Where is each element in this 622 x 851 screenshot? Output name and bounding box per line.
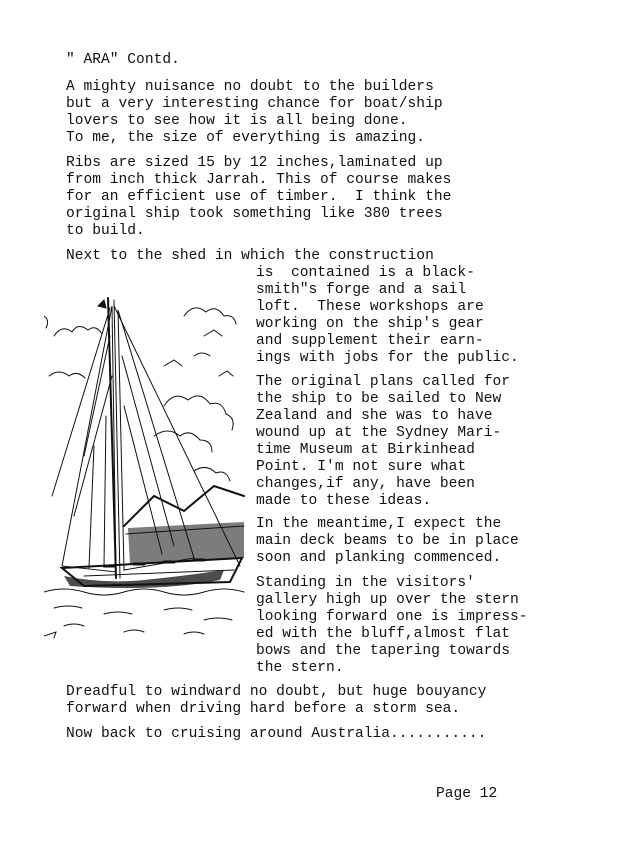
text-line: Dreadful to windward no doubt, but huge bouyancy bbox=[66, 684, 487, 700]
text-line: but a very interesting chance for boat/ship bbox=[66, 96, 443, 112]
page-number: Page 12 bbox=[436, 786, 498, 802]
text-line: lovers to see how it is all being done. bbox=[66, 113, 408, 129]
text-line: A mighty nuisance no doubt to the builders bbox=[66, 79, 434, 95]
text-line: bows and the tapering towards bbox=[256, 643, 510, 659]
paragraph-8: Now back to cruising around Australia........... bbox=[66, 726, 487, 742]
text-line: to build. bbox=[66, 223, 145, 239]
text-line: main deck beams to be in place bbox=[256, 533, 519, 549]
text-line: gallery high up over the stern bbox=[256, 592, 519, 608]
text-line: Ribs are sized 15 by 12 inches,laminated up bbox=[66, 155, 443, 171]
text-line: To me, the size of everything is amazing. bbox=[66, 130, 426, 146]
text-line: Zealand and she was to have bbox=[256, 408, 493, 424]
text-line: In the meantime,I expect the bbox=[256, 516, 502, 532]
text-line: Next to the shed in which the construction bbox=[66, 248, 434, 264]
text-line: is contained is a black- bbox=[256, 265, 475, 281]
text-line: made to these ideas. bbox=[256, 493, 432, 509]
page-header: " ARA" Contd. bbox=[66, 52, 180, 68]
text-line: and supplement their earn- bbox=[256, 333, 484, 349]
text-line: wound up at the Sydney Mari- bbox=[256, 425, 502, 441]
sailboat-illustration bbox=[44, 296, 246, 642]
text-line: working on the ship's gear bbox=[256, 316, 484, 332]
text-line: the ship to be sailed to New bbox=[256, 391, 502, 407]
text-line: ed with the bluff,almost flat bbox=[256, 626, 510, 642]
text-line: looking forward one is impress- bbox=[256, 609, 528, 625]
text-line: soon and planking commenced. bbox=[256, 550, 502, 566]
text-line: loft. These workshops are bbox=[256, 299, 484, 315]
text-line: the stern. bbox=[256, 660, 344, 676]
text-line: Standing in the visitors' bbox=[256, 575, 475, 591]
text-line: changes,if any, have been bbox=[256, 476, 475, 492]
text-line: forward when driving hard before a storm sea. bbox=[66, 701, 461, 717]
text-line: Point. I'm not sure what bbox=[256, 459, 467, 475]
text-line: for an efficient use of timber. I think the bbox=[66, 189, 452, 205]
text-line: ings with jobs for the public. bbox=[256, 350, 519, 366]
text-line: smith"s forge and a sail bbox=[256, 282, 467, 298]
text-line: from inch thick Jarrah. This of course makes bbox=[66, 172, 452, 188]
text-line: original ship took something like 380 trees bbox=[66, 206, 443, 222]
text-line: The original plans called for bbox=[256, 374, 510, 390]
text-line: time Museum at Birkinhead bbox=[256, 442, 475, 458]
